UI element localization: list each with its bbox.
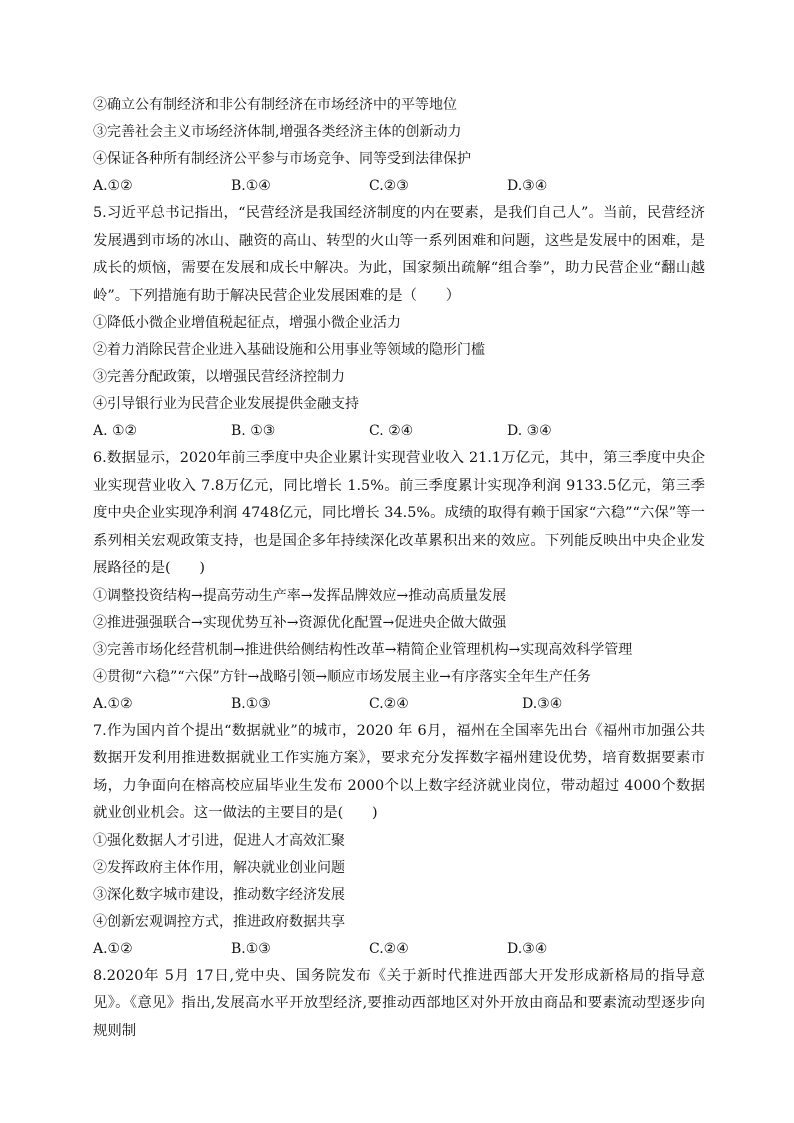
choice-item: ①降低小微企业增值税起征点，增强小微企业活力 — [93, 315, 401, 331]
option-d: D.③④ — [507, 940, 548, 957]
choice-item: ①调整投资结构→提高劳动生产率→发挥品牌效应→推动高质量发展 — [93, 587, 507, 604]
option-b: B. ①③ — [231, 423, 276, 439]
question-stem: 6.数据显示，2020年前三季度中央企业累计实现营业收入 21.1万亿元，其中，第三季度中央企业实现营业收入 7.8万亿元，同比增长 1.5%。前三季度累计实现净利润 9133.5亿元，第三季度中央企业实现净利润 4748亿元，同比增长 34.5%。成绩的取得有赖于国家“六稳”“六保”等一系列相关宏观政策支持，也是国企多年持续深化改革累积出来的效应。下列能反映出中央企业发展路径的是( ) — [93, 450, 705, 576]
question-5 — [93, 200, 705, 445]
choice-item: ③深化数字城市建设，推动数字经济发展 — [93, 886, 345, 903]
choice-item: ③完善社会主义市场经济体制,增强各类经济主体的创新动力 — [93, 124, 462, 140]
option-c: C.②③ — [369, 178, 409, 194]
option-d: D.③④ — [522, 695, 563, 712]
option-c: C. ②④ — [369, 423, 414, 439]
choice-item: ④贯彻“六稳”“六保”方针→战略引领→顺应市场发展主业→有序落实全年生产任务 — [93, 668, 591, 685]
choice-item: ①强化数据人才引进，促进人才高效汇聚 — [93, 832, 345, 849]
option-b: B.①④ — [231, 178, 271, 194]
exam-page — [93, 92, 705, 1045]
option-d: D. ③④ — [507, 423, 552, 439]
choice-item: ④引导银行业为民营企业发展提供金融支持 — [93, 396, 359, 412]
option-c: C.②④ — [369, 695, 409, 712]
answer-options — [93, 936, 705, 963]
choice-item: ③完善市场化经营机制→推进供给侧结构性改革→精简企业管理机构→实现高效科学管理 — [93, 641, 633, 658]
choice-item: ②推进强强联合→实现优势互补→资源优化配置→促进央企做大做强 — [93, 614, 507, 631]
option-b: B.①③ — [231, 695, 271, 712]
answer-options — [93, 173, 705, 200]
answer-options — [93, 691, 705, 718]
option-b: B.①③ — [231, 940, 271, 957]
choice-item: ②确立公有制经济和非公有制经济在市场经济中的平等地位 — [93, 97, 457, 113]
question-8 — [93, 963, 705, 1046]
question-stem: 7.作为国内首个提出“数据就业”的城市，2020 年 6月，福州在全国率先出台《福州市加强公共数据开发利用推进数据就业工作实施方案》，要求充分发挥数字福州建设优势，培育数据要素市场，力争面向在榕高校应届毕业生发布 2000个以上数字经济就业岗位，带动超过 4000个数据就业创业机会。这一做法的主要目的是( ) — [93, 722, 705, 821]
option-c: C.②④ — [369, 940, 409, 957]
option-a: A.①② — [93, 695, 133, 712]
question-6 — [93, 445, 705, 718]
choice-item: ②着力消除民营企业进入基础设施和公用事业等领域的隐形门槛 — [93, 342, 485, 358]
choice-item: ④保证各种所有制经济公平参与市场竞争、同等受到法律保护 — [93, 151, 471, 167]
question-4-tail — [93, 92, 705, 200]
answer-options — [93, 418, 705, 445]
option-a: A.①② — [93, 940, 133, 957]
question-7 — [93, 718, 705, 963]
choice-item: ③完善分配政策，以增强民营经济控制力 — [93, 369, 345, 385]
option-d: D.③④ — [507, 178, 548, 194]
choice-item: ④创新宏观调控方式，推进政府数据共享 — [93, 913, 345, 930]
choice-item: ②发挥政府主体作用，解决就业创业问题 — [93, 859, 345, 876]
option-a: A. ①② — [93, 423, 138, 439]
question-stem: 8.2020年 5月 17日,党中央、国务院发布《关于新时代推进西部大开发形成新格局的指导意见》。《意见》指出,发展高水平开放型经济,要推动西部地区对外开放由商品和要素流动型逐步向规则制 — [93, 967, 705, 1039]
question-stem: 5.习近平总书记指出，“民营经济是我国经济制度的内在要素，是我们自己人”。当前，民营经济发展遇到市场的冰山、融资的高山、转型的火山等一系列困难和问题，这些是发展中的困难，是成长的烦恼，需要在发展和成长中解决。为此，国家频出疏解“组合拳”，助力民营企业“翻山越岭”。下列措施有助于解决民营企业发展困难的是（ ） — [93, 205, 705, 304]
option-a: A.①② — [93, 178, 133, 194]
